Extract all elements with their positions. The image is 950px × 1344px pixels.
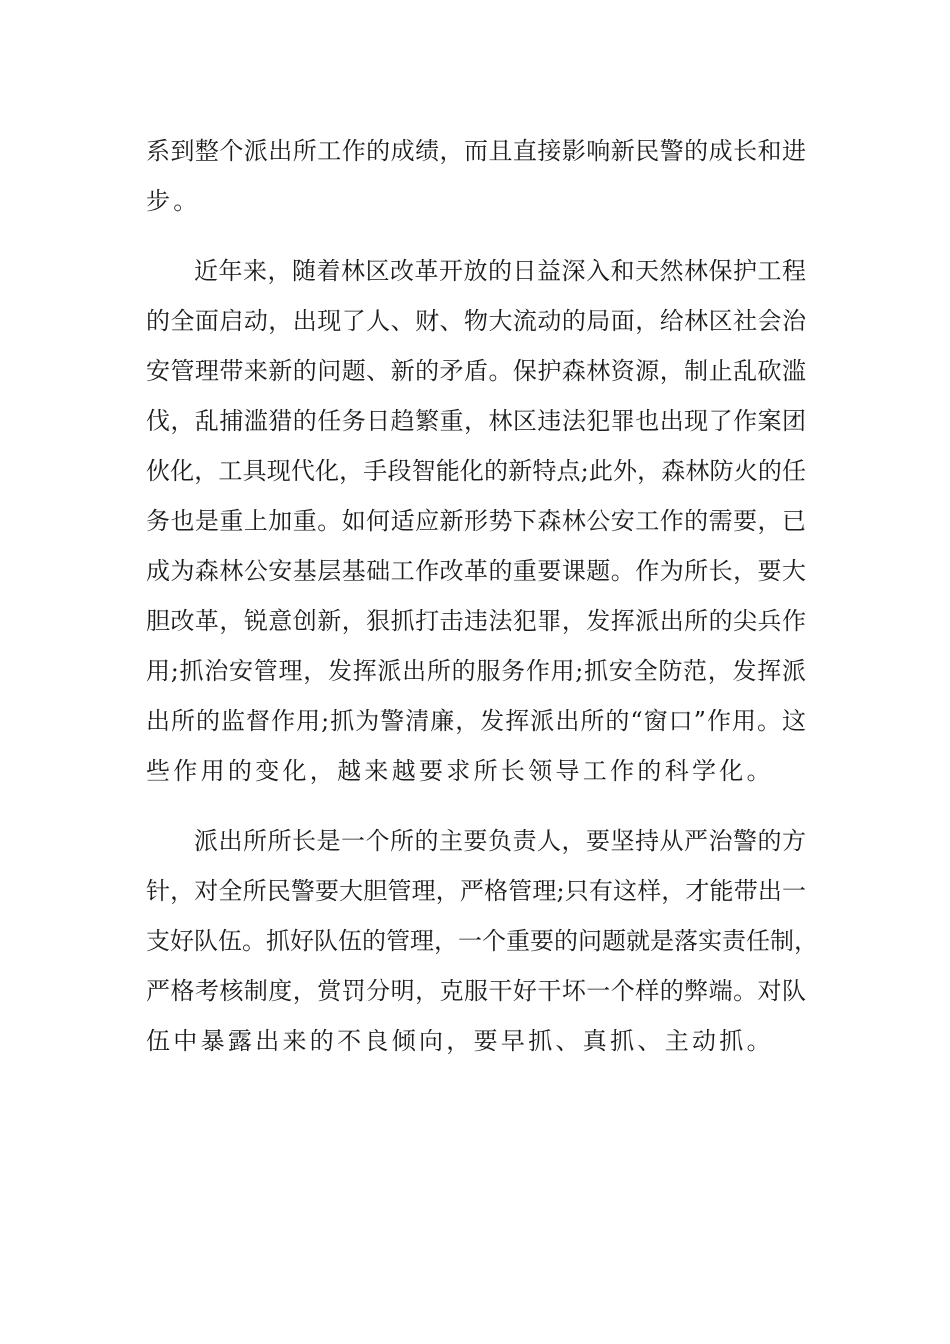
document-page — [146, 126, 818, 1066]
text-line: 派出所所长是一个所的主要负责人，要坚持从严治警的方 — [194, 827, 806, 855]
text-line: 安管理带来新的问题、新的矛盾。保护森林资源，制止乱砍滥 — [146, 357, 806, 385]
text-line: 的全面启动，出现了人、财、物大流动的局面，给林区社会治 — [146, 307, 806, 335]
paragraph — [146, 246, 806, 796]
text-line: 系到整个派出所工作的成绩，而且直接影响新民警的成长和进 — [146, 137, 806, 165]
paragraph-spacer — [146, 796, 806, 816]
text-line: 步。 — [146, 187, 201, 215]
text-line: 成为森林公安基层基础工作改革的重要课题。作为所长，要大 — [146, 557, 806, 585]
text-line: 些作用的变化，越来越要求所长领导工作的科学化。 — [146, 757, 774, 785]
paragraph — [146, 126, 806, 226]
paragraph-spacer — [146, 226, 806, 246]
text-line: 用;抓治安管理，发挥派出所的服务作用;抓安全防范，发挥派 — [146, 657, 806, 685]
text-line: 针，对全所民警要大胆管理，严格管理;只有这样，才能带出一 — [146, 877, 806, 905]
text-line: 出所的监督作用;抓为警清廉，发挥派出所的“窗口”作用。这 — [146, 707, 806, 735]
text-line: 严格考核制度，赏罚分明，克服干好干坏一个样的弊端。对队 — [146, 977, 806, 1005]
text-line: 伍中暴露出来的不良倾向，要早抓、真抓、主动抓。 — [146, 1027, 774, 1055]
text-line: 近年来，随着林区改革开放的日益深入和天然林保护工程 — [194, 257, 806, 285]
text-line: 务也是重上加重。如何适应新形势下森林公安工作的需要，已 — [146, 507, 806, 535]
text-line: 伐，乱捕滥猎的任务日趋繁重，林区违法犯罪也出现了作案团 — [146, 407, 806, 435]
text-line: 支好队伍。抓好队伍的管理，一个重要的问题就是落实责任制， — [146, 927, 818, 955]
paragraph — [146, 816, 818, 1066]
text-line: 伙化，工具现代化，手段智能化的新特点;此外，森林防火的任 — [146, 457, 806, 485]
text-line: 胆改革，锐意创新，狠抓打击违法犯罪，发挥派出所的尖兵作 — [146, 607, 806, 635]
